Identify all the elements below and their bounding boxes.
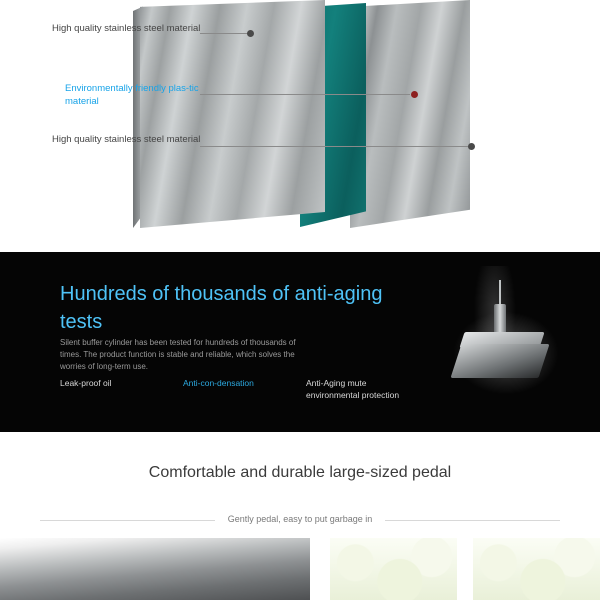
trash-bin-body: [450, 344, 549, 378]
cylinder-rod: [499, 280, 501, 306]
anti-aging-title: Hundreds of thousands of anti-aging tests: [60, 283, 383, 333]
bottom-photo-strip: [0, 538, 600, 600]
stainless-steel-back-panel: [350, 0, 470, 228]
anti-aging-tag-list: [60, 377, 440, 401]
callout-middle-dot: [411, 91, 418, 98]
buffer-cylinder-photo: [418, 266, 578, 416]
foliage-photo-right: [457, 538, 600, 600]
foliage-photo-left: [330, 538, 457, 600]
tag-anti-condensation: Anti-con-densation: [183, 378, 254, 388]
callout-bottom-dot: [468, 143, 475, 150]
anti-aging-description: Silent buffer cylinder has been tested for hundreds of thousands of times. The product function is stable and reliable, which solves the worries of long-term use.: [60, 338, 296, 371]
tag-anti-aging-mute: Anti-Aging mute environmental protection: [306, 378, 400, 400]
pedal-subtitle: Gently pedal, easy to put garbage in: [227, 514, 373, 524]
tag-leak-proof-oil: Leak-proof oil: [60, 378, 112, 388]
photo-gap: [310, 538, 330, 600]
callout-bottom-label: High quality stainless steel material: [52, 134, 201, 145]
callout-bottom-leader-line: [200, 146, 468, 147]
callout-middle-label: Environmentally friendly plas-tic material: [65, 83, 199, 107]
steel-surface-photo: [0, 538, 310, 600]
materials-diagram-section: [0, 0, 600, 252]
callout-top-leader-line: [200, 33, 250, 34]
pedal-title: Comfortable and durable large-sized pedal: [148, 464, 452, 481]
anti-aging-banner-section: [0, 252, 600, 432]
pedal-section: [0, 432, 600, 600]
callout-middle-leader-line: [200, 94, 410, 95]
callout-top-dot: [247, 30, 254, 37]
callout-top-label: High quality stainless steel material: [52, 23, 201, 34]
cylinder-body: [494, 304, 506, 334]
